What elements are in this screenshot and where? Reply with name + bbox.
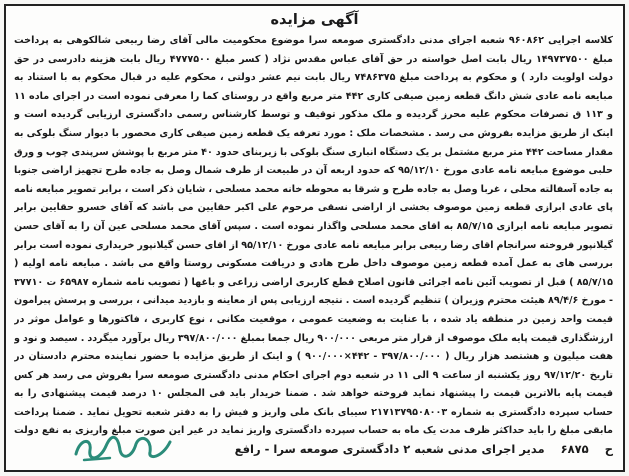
notice-border <box>4 4 625 472</box>
footer-notice-number: ۶۸۷۵ <box>560 442 589 456</box>
handwritten-annotation <box>70 430 178 464</box>
notice-title: آگهی مزایده <box>270 12 359 28</box>
notice-body <box>14 32 613 444</box>
footer-issuer: مدیر اجرای مدنی شعبه ۲ دادگستری صومعه سرا - رافع <box>234 442 545 456</box>
notice-paragraph: کلاسه اجرایی ۹۶۰۸۶۲ شعبه اجرای مدنی دادگستری صومعه سرا موضوع محکومیت مالی آقای رضا ربیعی شالکوهی به پرداخت مبلغ ۱۴۹۷۳۷۵۰۰ ریال بابت اصل خواسته در حق آقای عباس مقدس نژاد ( کسر مبلغ ۴۷۷۷۵۰۰ ریال بابت هزینه دادرسی در حق دولت اولویت دارد ) و محکوم به پرداخت مبلغ ۷۴۸۶۳۷۵ ریال بابت نیم عشر دولتی ، محکوم علیه در قبال محکوم به با استناد به مبایعه نامه عادی شش دانگ قطعه زمین صیفی کاری ۴۴۲ متر مربع واقع در روستای کما را معرفی نموده است در اجرای ماده ۱۱ و ۱۱۳ ق تصرفات محکوم علیه محرز گردیده و ملک مذکور توقیف و توسط کارشناس رسمی دادگستری ارزیابی گردیده است و اینک از طریق مزایده بفروش می رسد . مشخصات ملک : مورد تعرفه یک قطعه زمین صیفی کاری محصور با دیوار سنگ بلوکی به مقدار مساحت ۴۴۲ متر مربع مشتمل بر یک دستگاه انباری سنگ بلوکی با زیربنای حدود ۴۰ متر مربع با پوشش سرپندی چوب و ورق حلبی موضوع مبایعه نامه عادی مورخ ۹۵/۱۲/۱۰ که حدود اربعه آن در طبیعت از طرف شمال وصل به جاده طرح تجهیز اراضی جنوبا به جاده آسفالته محلی ، غربا وصل به جاده طرح و شرقا به محوطه خانه محمد مسلحی ، شایان ذکر است ، برابر تصویر مبایعه نامه پای عادی ابرازی قطعه زمین موصوف بخشی از اراضی نسقی مرحوم علی اکبر حقایین می باشد که آقای خسرو حقایین برابر تصویر مبایعه نامه ابرازی ۸۵/۷/۱۵ به اقای محمد مسلحی واگذار نموده است . سپس آقای محمد مسلحی عین آن را به آقای حسن گیلانپور فروخته سرانجام اقای رضا ربیعی برابر مبایعه نامه عادی مورخ ۹۵/۱۲/۱۰ از اقای حسن گیلانپور خریداری نموده است برابر بررسی های به عمل آمده قطعه زمین موصوف داخل طرح هادی و دریافت مسکونی روستا واقع می باشد . مبایعه نامه اولیه ( ۸۵/۷/۱۵ ) قبل از تصویب آئین نامه اجرائی قانون اصلاح قطع کاربری اراضی زراعی و باغها ( تصویب نامه شماره ۶۵۹۸۷ ت ۳۷۷۱۰ - مورخ ۸۹/۴/۶ هیئت محترم وزیران ) تنظیم گردیده است . نتیجه ارزیابی پس از معاینه و بازدید میدانی ، بررسی و پرسش پیرامون قیمت واحد زمین در منطقه یاد شده ، با عنایت به وضعیت عمومی ، موقعیت مکانی ، نوع کاربری ، فاکتورها و عوامل موثر در ارزشگذاری قیمت پایه ملک موصوف از قرار متر مربعی ۹۰۰/۰۰۰ ریال جمعا بمبلغ ۳۹۷/۸۰۰/۰۰۰ ریال برآورد میگردد . سیصد و نود و هفت میلیون و هشتصد هزار ریال ( ۳۹۷/۸۰۰/۰۰۰ - ۴۴۲×۹۰۰/۰۰۰ ) و اینک از طریق مزایده با حضور نماینده محترم دادستان در تاریخ ۹۷/۱۲/۲۰ روز یکشنبه از ساعت ۹ الی ۱۱ در شعبه دوم اجرای احکام مدنی دادگستری صومعه سرا بفروش می رسد هر کس قیمت پایه بالاترین قیمت را پیشنهاد نماید فروخته خواهد شد . ضمنا خریدار باید فی المجلس ۱۰ درصد قیمت پیشنهادی را به حساب سپرده دادگستری به شماره ۲۱۷۱۳۷۹۵۰۸۰۰۳ سیبای بانک ملی واریز و فیش را به دفتر شعبه تحویل نماید . ضمنا پرداخت مابقی مبلغ را باید حداکثر ظرف مدت یک ماه به حساب سپرده دادگستری واریز نماید در غیر این صورت مبلغ واریزی به نفع دولت <box>14 35 613 437</box>
footer-id-prefix: ح <box>604 442 613 456</box>
